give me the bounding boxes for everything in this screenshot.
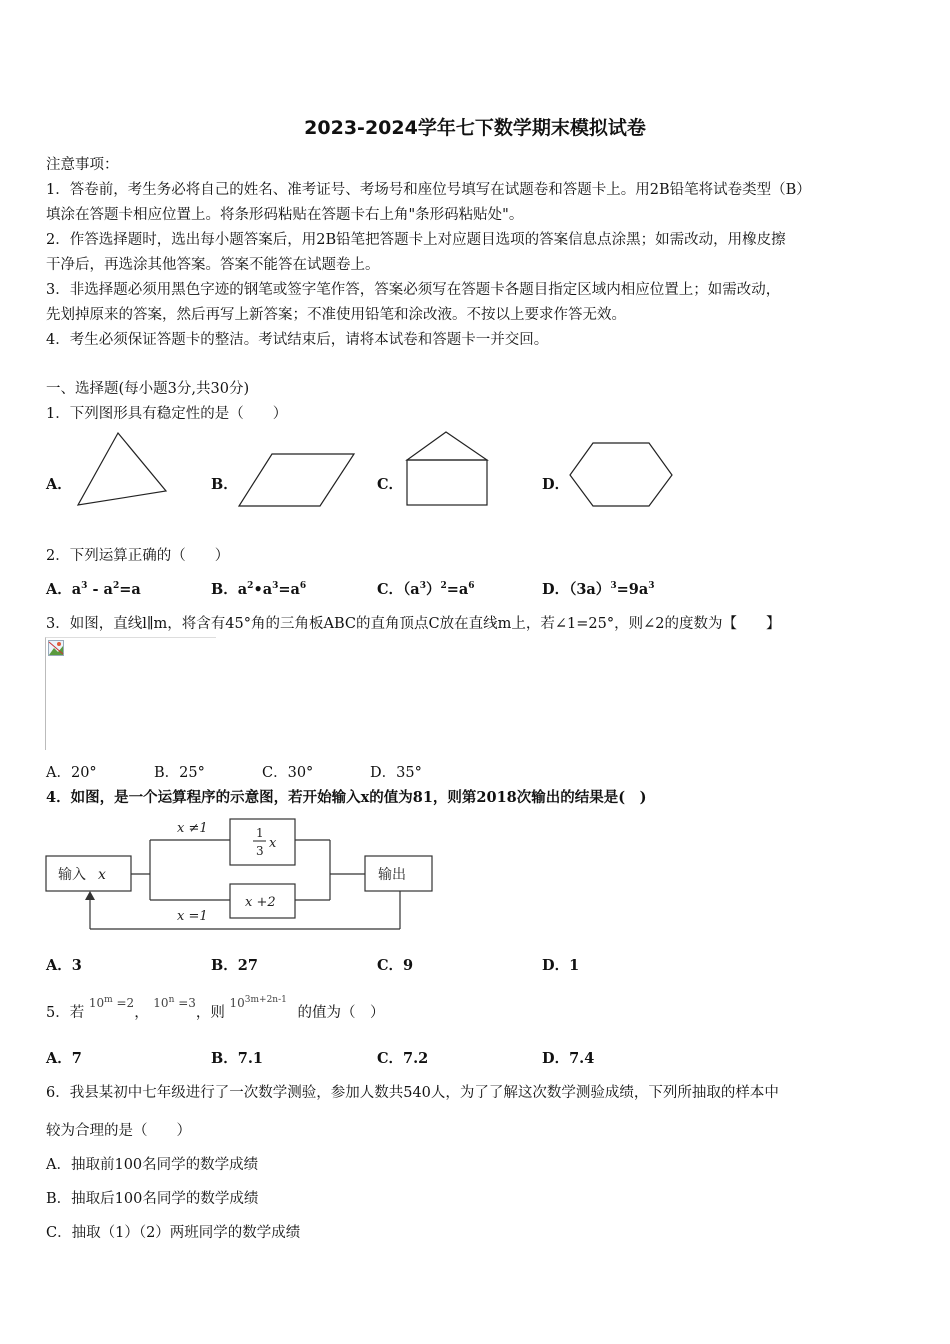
note-line: 4．考生必须保证答题卡的整洁。考试结束后，请将本试卷和答题卡一并交回。 — [46, 332, 549, 348]
q5-option-a: A．7 — [46, 1050, 82, 1067]
q4-option-c: C．9 — [377, 957, 414, 974]
page-title: 2023-2024学年七下数学期末模拟试卷 — [304, 117, 646, 139]
note-line: 填涂在答题卡相应位置上。将条形码粘贴在答题卡右上角"条形码粘贴处"。 — [46, 207, 524, 223]
house-figure — [403, 429, 491, 509]
q5-option-c: C．7.2 — [377, 1050, 429, 1067]
q1-option-d-label: D． — [542, 476, 570, 493]
output-label: 输出 — [378, 867, 406, 883]
expr-3: 103m+2n-1 — [229, 995, 287, 1010]
q2-option-b: B．$a^2•a^3=a^6$ — [211, 581, 307, 598]
fraction-denominator: 3 — [256, 844, 264, 858]
q2-stem: 2．下列运算正确的（ ） — [46, 548, 230, 564]
q3-option-d: D．35° — [370, 765, 422, 781]
input-label: 输入 — [58, 867, 86, 883]
add-box-label: x +2 — [245, 895, 276, 910]
fraction-numerator: 1 — [256, 826, 264, 840]
q3-stem: 3．如图，直线l∥m，将含有45°角的三角板ABC的直角顶点C放在直线m上，若∠1=25°，则∠2的度数为【 】 — [46, 616, 781, 632]
q6-stem-line2: 较为合理的是（ ） — [46, 1123, 191, 1139]
condition-top: x ≠1 — [177, 821, 208, 836]
q6-stem-line1: 6．我县某初中七年级进行了一次数学测验，参加人数共540人，为了了解这次数学测验成绩，下列所抽取的样本中 — [46, 1085, 779, 1101]
triangle-figure — [70, 430, 170, 510]
q6-option-b: B．抽取后100名同学的数学成绩 — [46, 1191, 259, 1207]
input-var: x — [98, 867, 106, 883]
note-line: 2．作答选择题时，选出每小题答案后，用2B铅笔把答题卡上对应题目选项的答案信息点涂黑；如需改动，用橡皮擦 — [46, 232, 786, 248]
condition-bottom: x =1 — [177, 909, 208, 924]
q5-option-b: B．7.1 — [211, 1050, 263, 1067]
q4-option-d: D．1 — [542, 957, 580, 974]
q6-option-c: C．抽取（1）（2）两班同学的数学成绩 — [46, 1225, 301, 1241]
q6-option-a: A．抽取前100名同学的数学成绩 — [46, 1157, 259, 1173]
q3-option-c: C．30° — [262, 765, 314, 781]
q3-option-a: A．20° — [46, 765, 97, 781]
q5-option-d: D．7.4 — [542, 1050, 595, 1067]
q2-option-d: D．$(3a)^3=9a^3$ — [542, 581, 655, 598]
q1-option-b-label: B． — [211, 476, 238, 493]
hexagon-figure — [566, 440, 676, 510]
note-line: 干净后，再选涂其他答案。答案不能答在试题卷上。 — [46, 257, 380, 273]
expr-2: 10n =3 — [153, 995, 196, 1010]
parallelogram-figure — [236, 450, 358, 510]
q1-option-a-label: A． — [46, 476, 72, 493]
q4-stem: 4．如图，是一个运算程序的示意图，若开始输入x的值为81，则第2018次输出的结果是( ) — [46, 789, 647, 806]
note-line: 1．答卷前，考生务必将自己的姓名、准考证号、考场号和座位号填写在试题卷和答题卡上。用2B铅笔将试卷类型（B） — [46, 182, 811, 198]
q4-option-b: B．27 — [211, 957, 258, 974]
q2-option-c: C．$(a^3)^2=a^6$ — [377, 581, 475, 598]
broken-image-placeholder — [45, 637, 216, 750]
flowchart-diagram — [40, 812, 440, 942]
notes-heading: 注意事项： — [46, 157, 119, 173]
q1-option-c-label: C． — [377, 476, 404, 493]
arrow-up-icon — [85, 891, 95, 900]
q1-stem: 1．下列图形具有稳定性的是（ ） — [46, 406, 288, 422]
fraction-var: x — [269, 836, 277, 851]
q4-option-a: A．3 — [46, 957, 82, 974]
q2-option-a: A．$a^3 - a^2=a$ — [46, 581, 141, 598]
q3-option-b: B．25° — [154, 765, 205, 781]
note-line: 先划掉原来的答案，然后再写上新答案；不准使用铅笔和涂改液。不按以上要求作答无效。 — [46, 307, 626, 323]
q5-stem: 5．若 $^{10^m =2}$， $^{10^n =3}$，则 $^{10^{3m+2n-1}}$ 的值为（ ） — [46, 995, 385, 1021]
expr-1: 10m =2 — [88, 995, 135, 1010]
broken-image-icon — [48, 640, 64, 656]
section-heading: 一、选择题(每小题3分,共30分) — [46, 381, 250, 397]
note-line: 3．非选择题必须用黑色字迹的钢笔或签字笔作答，答案必须写在答题卡各题目指定区域内相应位置上；如需改动， — [46, 282, 781, 298]
